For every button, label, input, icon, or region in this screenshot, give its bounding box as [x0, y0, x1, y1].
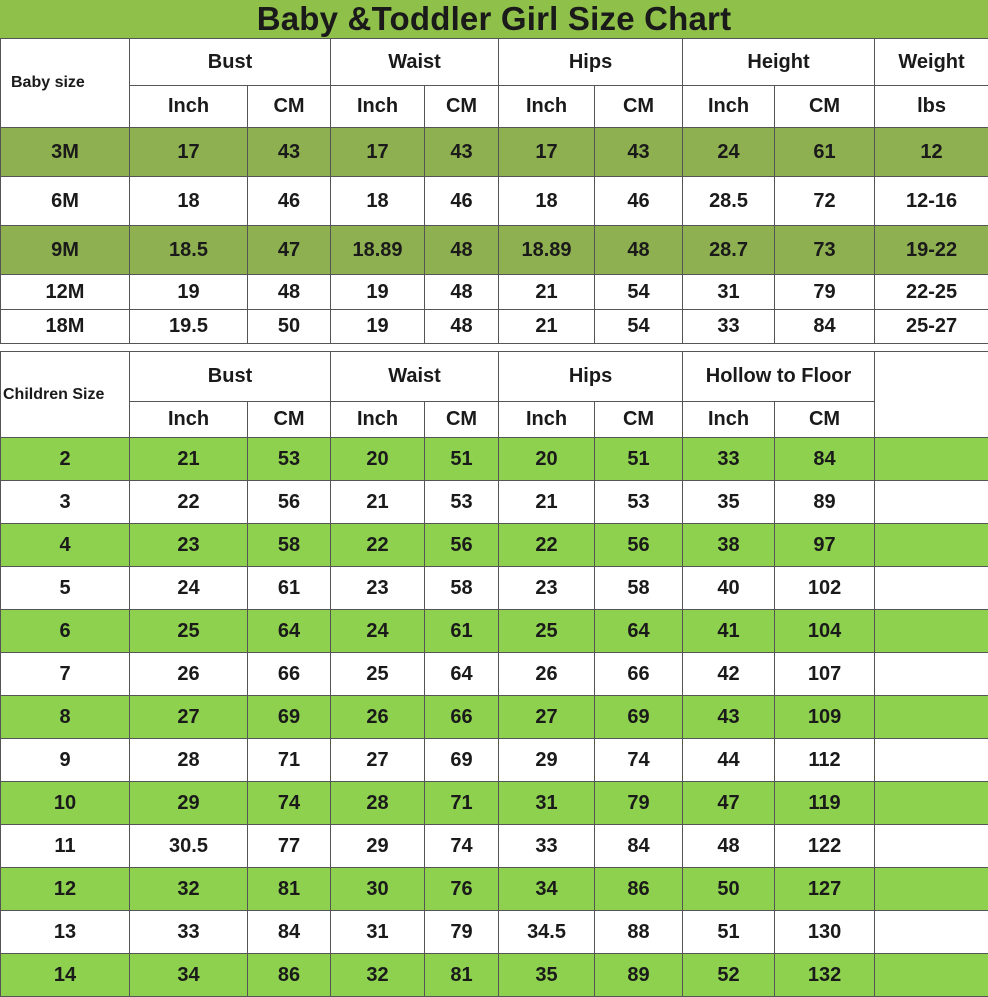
size-label: 8	[1, 696, 130, 739]
measurement-cell: 21	[499, 310, 595, 344]
table-row	[1, 782, 988, 825]
baby-unit-header: Inch	[683, 86, 775, 128]
baby-unit-header-row	[1, 86, 988, 128]
measurement-cell: 34.5	[499, 911, 595, 954]
measurement-cell: 21	[499, 275, 595, 310]
measurement-cell: 26	[130, 653, 248, 696]
measurement-cell: 97	[775, 524, 875, 567]
measurement-cell: 64	[425, 653, 499, 696]
measurement-cell: 69	[248, 696, 331, 739]
children-unit-header: Inch	[130, 402, 248, 438]
measurement-cell: 76	[425, 868, 499, 911]
measurement-cell: 79	[595, 782, 683, 825]
measurement-cell: 102	[775, 567, 875, 610]
measurement-cell: 61	[425, 610, 499, 653]
baby-unit-header: CM	[595, 86, 683, 128]
measurement-cell: 18.5	[130, 226, 248, 275]
measurement-cell: 56	[248, 481, 331, 524]
measurement-cell: 130	[775, 911, 875, 954]
measurement-cell: 48	[683, 825, 775, 868]
table-row	[1, 739, 988, 782]
table-row	[1, 954, 988, 997]
measurement-cell: 54	[595, 310, 683, 344]
measurement-cell: 23	[331, 567, 425, 610]
size-label: 13	[1, 911, 130, 954]
empty-cell	[875, 782, 988, 825]
empty-cell	[875, 438, 988, 481]
measurement-cell: 17	[499, 128, 595, 177]
measurement-cell: 25	[130, 610, 248, 653]
measurement-cell: 84	[775, 310, 875, 344]
table-row	[1, 524, 988, 567]
baby-unit-header: Inch	[130, 86, 248, 128]
table-row	[1, 275, 988, 310]
measurement-cell: 84	[775, 438, 875, 481]
size-label: 9	[1, 739, 130, 782]
measurement-cell: 22-25	[875, 275, 988, 310]
measurement-cell: 28.5	[683, 177, 775, 226]
measurement-cell: 40	[683, 567, 775, 610]
children-unit-header: Inch	[499, 402, 595, 438]
empty-cell	[875, 653, 988, 696]
measurement-cell: 64	[248, 610, 331, 653]
baby-unit-header: CM	[425, 86, 499, 128]
measurement-cell: 81	[425, 954, 499, 997]
measurement-cell: 20	[331, 438, 425, 481]
children-size-table	[0, 351, 988, 997]
measurement-cell: 54	[595, 275, 683, 310]
size-label: 4	[1, 524, 130, 567]
empty-cell	[875, 911, 988, 954]
measurement-cell: 109	[775, 696, 875, 739]
table-row	[1, 481, 988, 524]
empty-cell	[875, 696, 988, 739]
measurement-cell: 51	[595, 438, 683, 481]
empty-header-cell	[875, 352, 988, 438]
measurement-cell: 107	[775, 653, 875, 696]
measurement-cell: 17	[331, 128, 425, 177]
measurement-cell: 104	[775, 610, 875, 653]
size-label: 6M	[1, 177, 130, 226]
children-unit-header: CM	[775, 402, 875, 438]
measurement-cell: 29	[130, 782, 248, 825]
measurement-cell: 43	[595, 128, 683, 177]
measurement-cell: 42	[683, 653, 775, 696]
empty-cell	[875, 524, 988, 567]
empty-cell	[875, 868, 988, 911]
measurement-cell: 46	[248, 177, 331, 226]
measurement-cell: 77	[248, 825, 331, 868]
measurement-cell: 48	[425, 226, 499, 275]
children-unit-header-row	[1, 402, 988, 438]
empty-cell	[875, 481, 988, 524]
table-row	[1, 653, 988, 696]
children-unit-header: CM	[248, 402, 331, 438]
table-row	[1, 177, 988, 226]
baby-unit-header: Inch	[331, 86, 425, 128]
measurement-cell: 48	[248, 275, 331, 310]
measurement-cell: 29	[331, 825, 425, 868]
measurement-cell: 32	[331, 954, 425, 997]
measurement-cell: 43	[683, 696, 775, 739]
baby-unit-header: Inch	[499, 86, 595, 128]
size-label: 18M	[1, 310, 130, 344]
measurement-cell: 24	[331, 610, 425, 653]
baby-group-header-hips: Hips	[499, 39, 683, 86]
measurement-cell: 74	[595, 739, 683, 782]
measurement-cell: 18	[130, 177, 248, 226]
measurement-cell: 27	[499, 696, 595, 739]
measurement-cell: 56	[595, 524, 683, 567]
measurement-cell: 53	[248, 438, 331, 481]
size-label: 12M	[1, 275, 130, 310]
measurement-cell: 58	[425, 567, 499, 610]
measurement-cell: 69	[595, 696, 683, 739]
children-group-header-hips: Hips	[499, 352, 683, 402]
table-row	[1, 610, 988, 653]
measurement-cell: 26	[499, 653, 595, 696]
measurement-cell: 35	[499, 954, 595, 997]
measurement-cell: 21	[331, 481, 425, 524]
empty-cell	[875, 954, 988, 997]
measurement-cell: 18	[499, 177, 595, 226]
measurement-cell: 122	[775, 825, 875, 868]
measurement-cell: 24	[130, 567, 248, 610]
measurement-cell: 50	[683, 868, 775, 911]
table-row	[1, 438, 988, 481]
baby-group-header-waist: Waist	[331, 39, 499, 86]
measurement-cell: 33	[130, 911, 248, 954]
size-label: 3M	[1, 128, 130, 177]
measurement-cell: 46	[425, 177, 499, 226]
measurement-cell: 22	[331, 524, 425, 567]
baby-size-table	[0, 38, 988, 344]
measurement-cell: 32	[130, 868, 248, 911]
measurement-cell: 66	[595, 653, 683, 696]
size-label: 9M	[1, 226, 130, 275]
children-group-header-bust: Bust	[130, 352, 331, 402]
size-label: 5	[1, 567, 130, 610]
table-row	[1, 911, 988, 954]
empty-cell	[875, 567, 988, 610]
baby-size-corner-label: Baby size	[1, 39, 130, 128]
table-row	[1, 226, 988, 275]
measurement-cell: 89	[775, 481, 875, 524]
measurement-cell: 34	[499, 868, 595, 911]
measurement-cell: 30.5	[130, 825, 248, 868]
chart-title: Baby &Toddler Girl Size Chart	[0, 0, 988, 38]
measurement-cell: 38	[683, 524, 775, 567]
measurement-cell: 53	[425, 481, 499, 524]
measurement-cell: 48	[425, 275, 499, 310]
measurement-cell: 30	[331, 868, 425, 911]
table-row	[1, 825, 988, 868]
children-group-header-row	[1, 352, 988, 402]
measurement-cell: 22	[499, 524, 595, 567]
measurement-cell: 72	[775, 177, 875, 226]
size-label: 14	[1, 954, 130, 997]
measurement-cell: 28.7	[683, 226, 775, 275]
measurement-cell: 19-22	[875, 226, 988, 275]
measurement-cell: 84	[248, 911, 331, 954]
measurement-cell: 12-16	[875, 177, 988, 226]
measurement-cell: 89	[595, 954, 683, 997]
measurement-cell: 58	[595, 567, 683, 610]
baby-unit-header: CM	[248, 86, 331, 128]
measurement-cell: 18.89	[331, 226, 425, 275]
measurement-cell: 52	[683, 954, 775, 997]
measurement-cell: 21	[499, 481, 595, 524]
measurement-cell: 27	[130, 696, 248, 739]
measurement-cell: 56	[425, 524, 499, 567]
measurement-cell: 20	[499, 438, 595, 481]
baby-group-header-bust: Bust	[130, 39, 331, 86]
measurement-cell: 58	[248, 524, 331, 567]
children-group-header-hollow-to-floor: Hollow to Floor	[683, 352, 875, 402]
measurement-cell: 81	[248, 868, 331, 911]
measurement-cell: 18	[331, 177, 425, 226]
empty-cell	[875, 739, 988, 782]
measurement-cell: 132	[775, 954, 875, 997]
measurement-cell: 43	[248, 128, 331, 177]
measurement-cell: 28	[331, 782, 425, 825]
table-row	[1, 310, 988, 344]
measurement-cell: 88	[595, 911, 683, 954]
size-label: 11	[1, 825, 130, 868]
measurement-cell: 64	[595, 610, 683, 653]
size-label: 6	[1, 610, 130, 653]
measurement-cell: 86	[595, 868, 683, 911]
empty-cell	[875, 610, 988, 653]
baby-group-header-weight: Weight	[875, 39, 988, 86]
measurement-cell: 53	[595, 481, 683, 524]
measurement-cell: 71	[248, 739, 331, 782]
measurement-cell: 46	[595, 177, 683, 226]
children-size-corner-label: Children Size	[1, 352, 130, 438]
measurement-cell: 47	[683, 782, 775, 825]
children-unit-header: Inch	[331, 402, 425, 438]
measurement-cell: 31	[683, 275, 775, 310]
measurement-cell: 69	[425, 739, 499, 782]
measurement-cell: 74	[248, 782, 331, 825]
measurement-cell: 18.89	[499, 226, 595, 275]
measurement-cell: 79	[775, 275, 875, 310]
measurement-cell: 25	[499, 610, 595, 653]
measurement-cell: 23	[130, 524, 248, 567]
measurement-cell: 41	[683, 610, 775, 653]
measurement-cell: 84	[595, 825, 683, 868]
size-label: 3	[1, 481, 130, 524]
measurement-cell: 71	[425, 782, 499, 825]
measurement-cell: 29	[499, 739, 595, 782]
measurement-cell: 61	[775, 128, 875, 177]
size-label: 2	[1, 438, 130, 481]
table-row	[1, 868, 988, 911]
measurement-cell: 86	[248, 954, 331, 997]
measurement-cell: 51	[683, 911, 775, 954]
size-label: 12	[1, 868, 130, 911]
measurement-cell: 119	[775, 782, 875, 825]
measurement-cell: 12	[875, 128, 988, 177]
table-row	[1, 696, 988, 739]
measurement-cell: 19.5	[130, 310, 248, 344]
measurement-cell: 21	[130, 438, 248, 481]
measurement-cell: 51	[425, 438, 499, 481]
measurement-cell: 19	[130, 275, 248, 310]
measurement-cell: 44	[683, 739, 775, 782]
measurement-cell: 33	[499, 825, 595, 868]
measurement-cell: 112	[775, 739, 875, 782]
measurement-cell: 22	[130, 481, 248, 524]
measurement-cell: 24	[683, 128, 775, 177]
children-unit-header: Inch	[683, 402, 775, 438]
table-row	[1, 567, 988, 610]
measurement-cell: 28	[130, 739, 248, 782]
measurement-cell: 33	[683, 310, 775, 344]
children-group-header-waist: Waist	[331, 352, 499, 402]
baby-group-header-row	[1, 39, 988, 86]
measurement-cell: 23	[499, 567, 595, 610]
baby-group-header-height: Height	[683, 39, 875, 86]
measurement-cell: 25-27	[875, 310, 988, 344]
measurement-cell: 48	[425, 310, 499, 344]
measurement-cell: 50	[248, 310, 331, 344]
measurement-cell: 35	[683, 481, 775, 524]
baby-unit-header: CM	[775, 86, 875, 128]
measurement-cell: 17	[130, 128, 248, 177]
measurement-cell: 74	[425, 825, 499, 868]
measurement-cell: 66	[248, 653, 331, 696]
measurement-cell: 26	[331, 696, 425, 739]
size-label: 7	[1, 653, 130, 696]
measurement-cell: 43	[425, 128, 499, 177]
measurement-cell: 79	[425, 911, 499, 954]
measurement-cell: 33	[683, 438, 775, 481]
measurement-cell: 127	[775, 868, 875, 911]
baby-unit-header: lbs	[875, 86, 988, 128]
measurement-cell: 61	[248, 567, 331, 610]
children-unit-header: CM	[595, 402, 683, 438]
measurement-cell: 31	[499, 782, 595, 825]
measurement-cell: 19	[331, 310, 425, 344]
size-label: 10	[1, 782, 130, 825]
measurement-cell: 66	[425, 696, 499, 739]
measurement-cell: 31	[331, 911, 425, 954]
children-unit-header: CM	[425, 402, 499, 438]
measurement-cell: 48	[595, 226, 683, 275]
measurement-cell: 34	[130, 954, 248, 997]
measurement-cell: 73	[775, 226, 875, 275]
measurement-cell: 27	[331, 739, 425, 782]
measurement-cell: 25	[331, 653, 425, 696]
measurement-cell: 19	[331, 275, 425, 310]
table-row	[1, 128, 988, 177]
measurement-cell: 47	[248, 226, 331, 275]
empty-cell	[875, 825, 988, 868]
